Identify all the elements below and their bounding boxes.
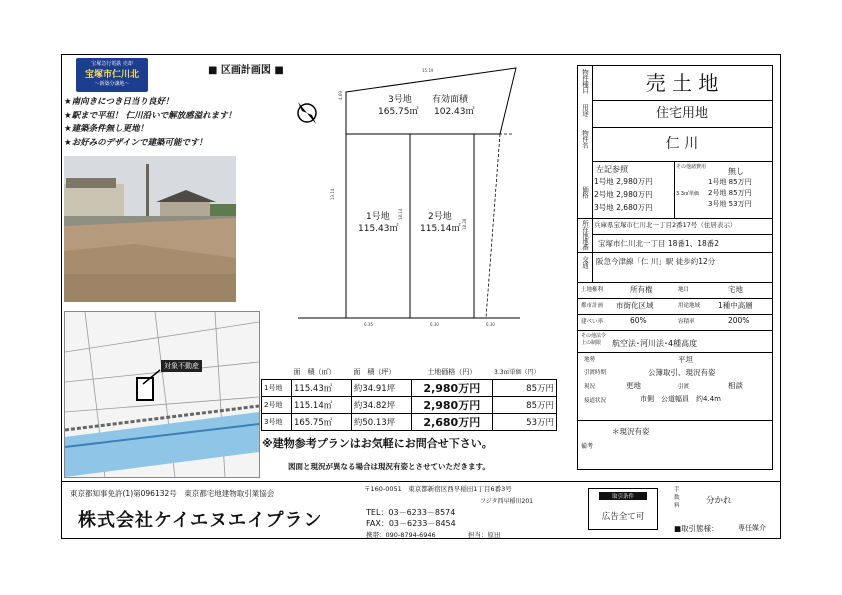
delivery: 公簿取引、現況有姿 bbox=[648, 368, 716, 377]
far: 200% bbox=[728, 316, 750, 325]
property-name: 仁 川 bbox=[592, 128, 772, 162]
lotnum-label: 地番 bbox=[581, 238, 589, 250]
lot3-name: 3号地 bbox=[388, 95, 412, 105]
company-tel: TEL：03－6233－8574 bbox=[366, 508, 456, 517]
svg-text:4.69: 4.69 bbox=[338, 91, 343, 100]
company-mobile: 携帯：090-8794-6946 bbox=[366, 531, 436, 539]
land-type: 住宅用地 bbox=[592, 101, 772, 128]
badge-line1: 宝塚急行電鉄 売却 bbox=[91, 61, 133, 67]
svg-text:6.30: 6.30 bbox=[486, 322, 495, 327]
svg-text:13.14: 13.14 bbox=[330, 188, 335, 200]
lot3-area: 165.75㎡ bbox=[378, 107, 419, 117]
zoning: 1種中高層 bbox=[718, 301, 753, 310]
label-kind: 物件種目 bbox=[581, 69, 589, 93]
fee-label: 手数料 bbox=[674, 487, 680, 509]
lot2-name: 2号地 bbox=[428, 212, 452, 222]
traffic-label: 交通 bbox=[581, 256, 589, 268]
status-label: 現況 bbox=[584, 384, 596, 390]
company-building: フジタ西早稲田201 bbox=[480, 498, 533, 505]
lot-tsubo: 約34.91坪 bbox=[351, 380, 411, 397]
remarks: ＊現況有姿 bbox=[612, 427, 650, 436]
zoning-label: 用途地域 bbox=[678, 303, 701, 309]
company-contact: 担当：原田 bbox=[468, 531, 501, 539]
lot-price: 2,980万円 bbox=[412, 397, 492, 414]
table-header-row bbox=[262, 364, 557, 380]
unit-price: 1号地 85万円 bbox=[708, 178, 752, 186]
far-label: 容積率 bbox=[678, 319, 695, 325]
remarks-label: 備考 bbox=[581, 443, 594, 450]
trade-label: ■取引態様： bbox=[674, 524, 719, 533]
plot-plan bbox=[290, 60, 540, 330]
city-plan-label: 都市計画 bbox=[581, 303, 604, 309]
company-name: 株式会社ケイエヌエイプラン bbox=[78, 510, 323, 531]
lot-unit: 85万円 bbox=[492, 397, 556, 414]
property-badge bbox=[76, 58, 148, 92]
lot-price: 2,680万円 bbox=[412, 414, 492, 431]
table-row bbox=[262, 397, 557, 414]
other-cost: 無し bbox=[728, 167, 744, 176]
handover-label: 引渡 bbox=[678, 384, 690, 390]
label-type: 用途 bbox=[581, 104, 589, 116]
lot-sqm: 115.14㎡ bbox=[292, 397, 352, 414]
ad-label: 広告全て可 bbox=[601, 512, 645, 522]
lot-number: 宝塚市仁川北一丁目 18番1、18番2 bbox=[598, 239, 720, 248]
ad-box bbox=[588, 488, 658, 530]
unit-label: 3.3㎡単価 bbox=[676, 191, 699, 197]
lot-sqm: 115.43㎡ bbox=[292, 380, 352, 397]
svg-text:15.19: 15.19 bbox=[422, 68, 434, 73]
coverage-label: 建ぺい率 bbox=[581, 319, 604, 325]
table-row bbox=[262, 414, 557, 431]
lot-label: 3号地 bbox=[262, 414, 292, 431]
restrictions: 航空法･河川法･4種高度 bbox=[612, 339, 698, 348]
lot-unit: 85万円 bbox=[492, 380, 556, 397]
road-label: 接道状況 bbox=[584, 398, 607, 404]
ad-small: 取引条件 bbox=[599, 492, 647, 500]
highlight-item: ★駅まで平坦！ 仁川沿いで解放感溢れます！ bbox=[64, 110, 237, 121]
terrain-label: 地勢 bbox=[584, 357, 596, 363]
lot-label: 1号地 bbox=[262, 380, 292, 397]
badge-line3: ～新築分譲地～ bbox=[94, 81, 130, 87]
trade: 専任媒介 bbox=[738, 524, 766, 532]
license-text: 東京都知事免許(1)第096132号 東京都宅地建物取引業協会 bbox=[70, 489, 275, 498]
highlight-list bbox=[64, 96, 282, 150]
lot3-eff-label: 有効面積 bbox=[432, 95, 469, 105]
lot2-area: 115.14㎡ bbox=[420, 224, 461, 234]
company-address: 〒160-0051 東京都新宿区西早稲田1丁目6番3号 bbox=[364, 485, 512, 493]
lot-label: 2号地 bbox=[262, 397, 292, 414]
svg-text:18.28: 18.28 bbox=[462, 218, 467, 230]
company-fax: FAX：03－6233－8454 bbox=[366, 519, 456, 528]
traffic: 阪急今津線「仁 川」駅 徒歩約12分 bbox=[596, 257, 716, 266]
location: 兵庫県宝塚市仁川北一丁目2番17号（住居表示） bbox=[594, 221, 737, 229]
restrict-label: その他法令上の制限 bbox=[581, 333, 607, 346]
rights-label: 土地権利 bbox=[581, 287, 604, 293]
highlight-item: ★建築条件無し更地！ bbox=[64, 124, 149, 134]
table-row bbox=[262, 380, 557, 397]
loc-label: 所在地 bbox=[581, 220, 589, 238]
col-header: 3.3㎡単価（円） bbox=[494, 369, 540, 376]
price-label: 価格 bbox=[581, 186, 589, 198]
unit-price: 3号地 53万円 bbox=[708, 200, 752, 208]
unit-price: 2号地 85万円 bbox=[708, 189, 752, 197]
badge-line2: 宝塚市仁川北 bbox=[84, 70, 139, 80]
section-title: ■ 区画計画図 ■ bbox=[208, 65, 284, 76]
svg-text:6.35: 6.35 bbox=[364, 322, 373, 327]
price-line: 2号地 2,980万円 bbox=[594, 190, 653, 199]
plan-note: ※建物参考プランはお気軽にお問合せ下さい。 bbox=[262, 437, 493, 450]
price-ref: 左記参照 bbox=[596, 165, 628, 174]
lot-sqm: 165.75㎡ bbox=[292, 414, 352, 431]
site-photo bbox=[64, 156, 236, 302]
chimoku-label: 地目 bbox=[678, 287, 690, 293]
col-header: 土地価格（円） bbox=[427, 367, 477, 376]
lot-price: 2,980万円 bbox=[412, 380, 492, 397]
highlight-item: ★南向きにつき日当り良好！ bbox=[64, 97, 174, 107]
price-line: 1号地 2,980万円 bbox=[594, 177, 653, 186]
chimoku: 宅地 bbox=[728, 285, 743, 294]
lot1-name: 1号地 bbox=[366, 212, 390, 222]
label-name: 物件名 bbox=[581, 130, 589, 148]
diff-note: 図面と現況が異なる場合は現況有姿とさせていただきます。 bbox=[288, 462, 490, 471]
svg-text:18.14: 18.14 bbox=[398, 208, 403, 220]
sale-title: 売 土 地 bbox=[592, 66, 772, 101]
status: 更地 bbox=[626, 381, 641, 390]
lot3-eff-area: 102.43㎡ bbox=[434, 107, 475, 117]
highlight-item: ★お好みのデザインで建築可能です！ bbox=[64, 137, 208, 148]
svg-text:6.30: 6.30 bbox=[430, 322, 439, 327]
map-target-label: 対象不動産 bbox=[161, 360, 202, 372]
terrain: 平坦 bbox=[678, 355, 693, 364]
spec-panel bbox=[577, 65, 773, 470]
delivery-label: 引渡時期 bbox=[584, 370, 607, 376]
area-map bbox=[64, 311, 260, 478]
road: 市側 公道幅員 約4.4m bbox=[640, 395, 721, 403]
rights: 所有権 bbox=[630, 285, 653, 294]
other-cost-label: その他諸費用 bbox=[676, 164, 707, 170]
lot-tsubo: 約34.82坪 bbox=[351, 397, 411, 414]
fee: 分かれ bbox=[706, 496, 732, 506]
city-plan: 市街化区域 bbox=[616, 301, 654, 310]
price-table bbox=[261, 364, 557, 431]
col-header: 面 積（㎡） bbox=[293, 367, 336, 376]
handover: 相談 bbox=[728, 381, 743, 390]
lot-unit: 53万円 bbox=[492, 414, 556, 431]
col-header: 面 積（坪） bbox=[353, 367, 396, 376]
coverage: 60% bbox=[630, 316, 647, 325]
lot1-area: 115.43㎡ bbox=[358, 224, 399, 234]
price-line: 3号地 2,680万円 bbox=[594, 203, 653, 212]
lot-tsubo: 約50.13坪 bbox=[351, 414, 411, 431]
